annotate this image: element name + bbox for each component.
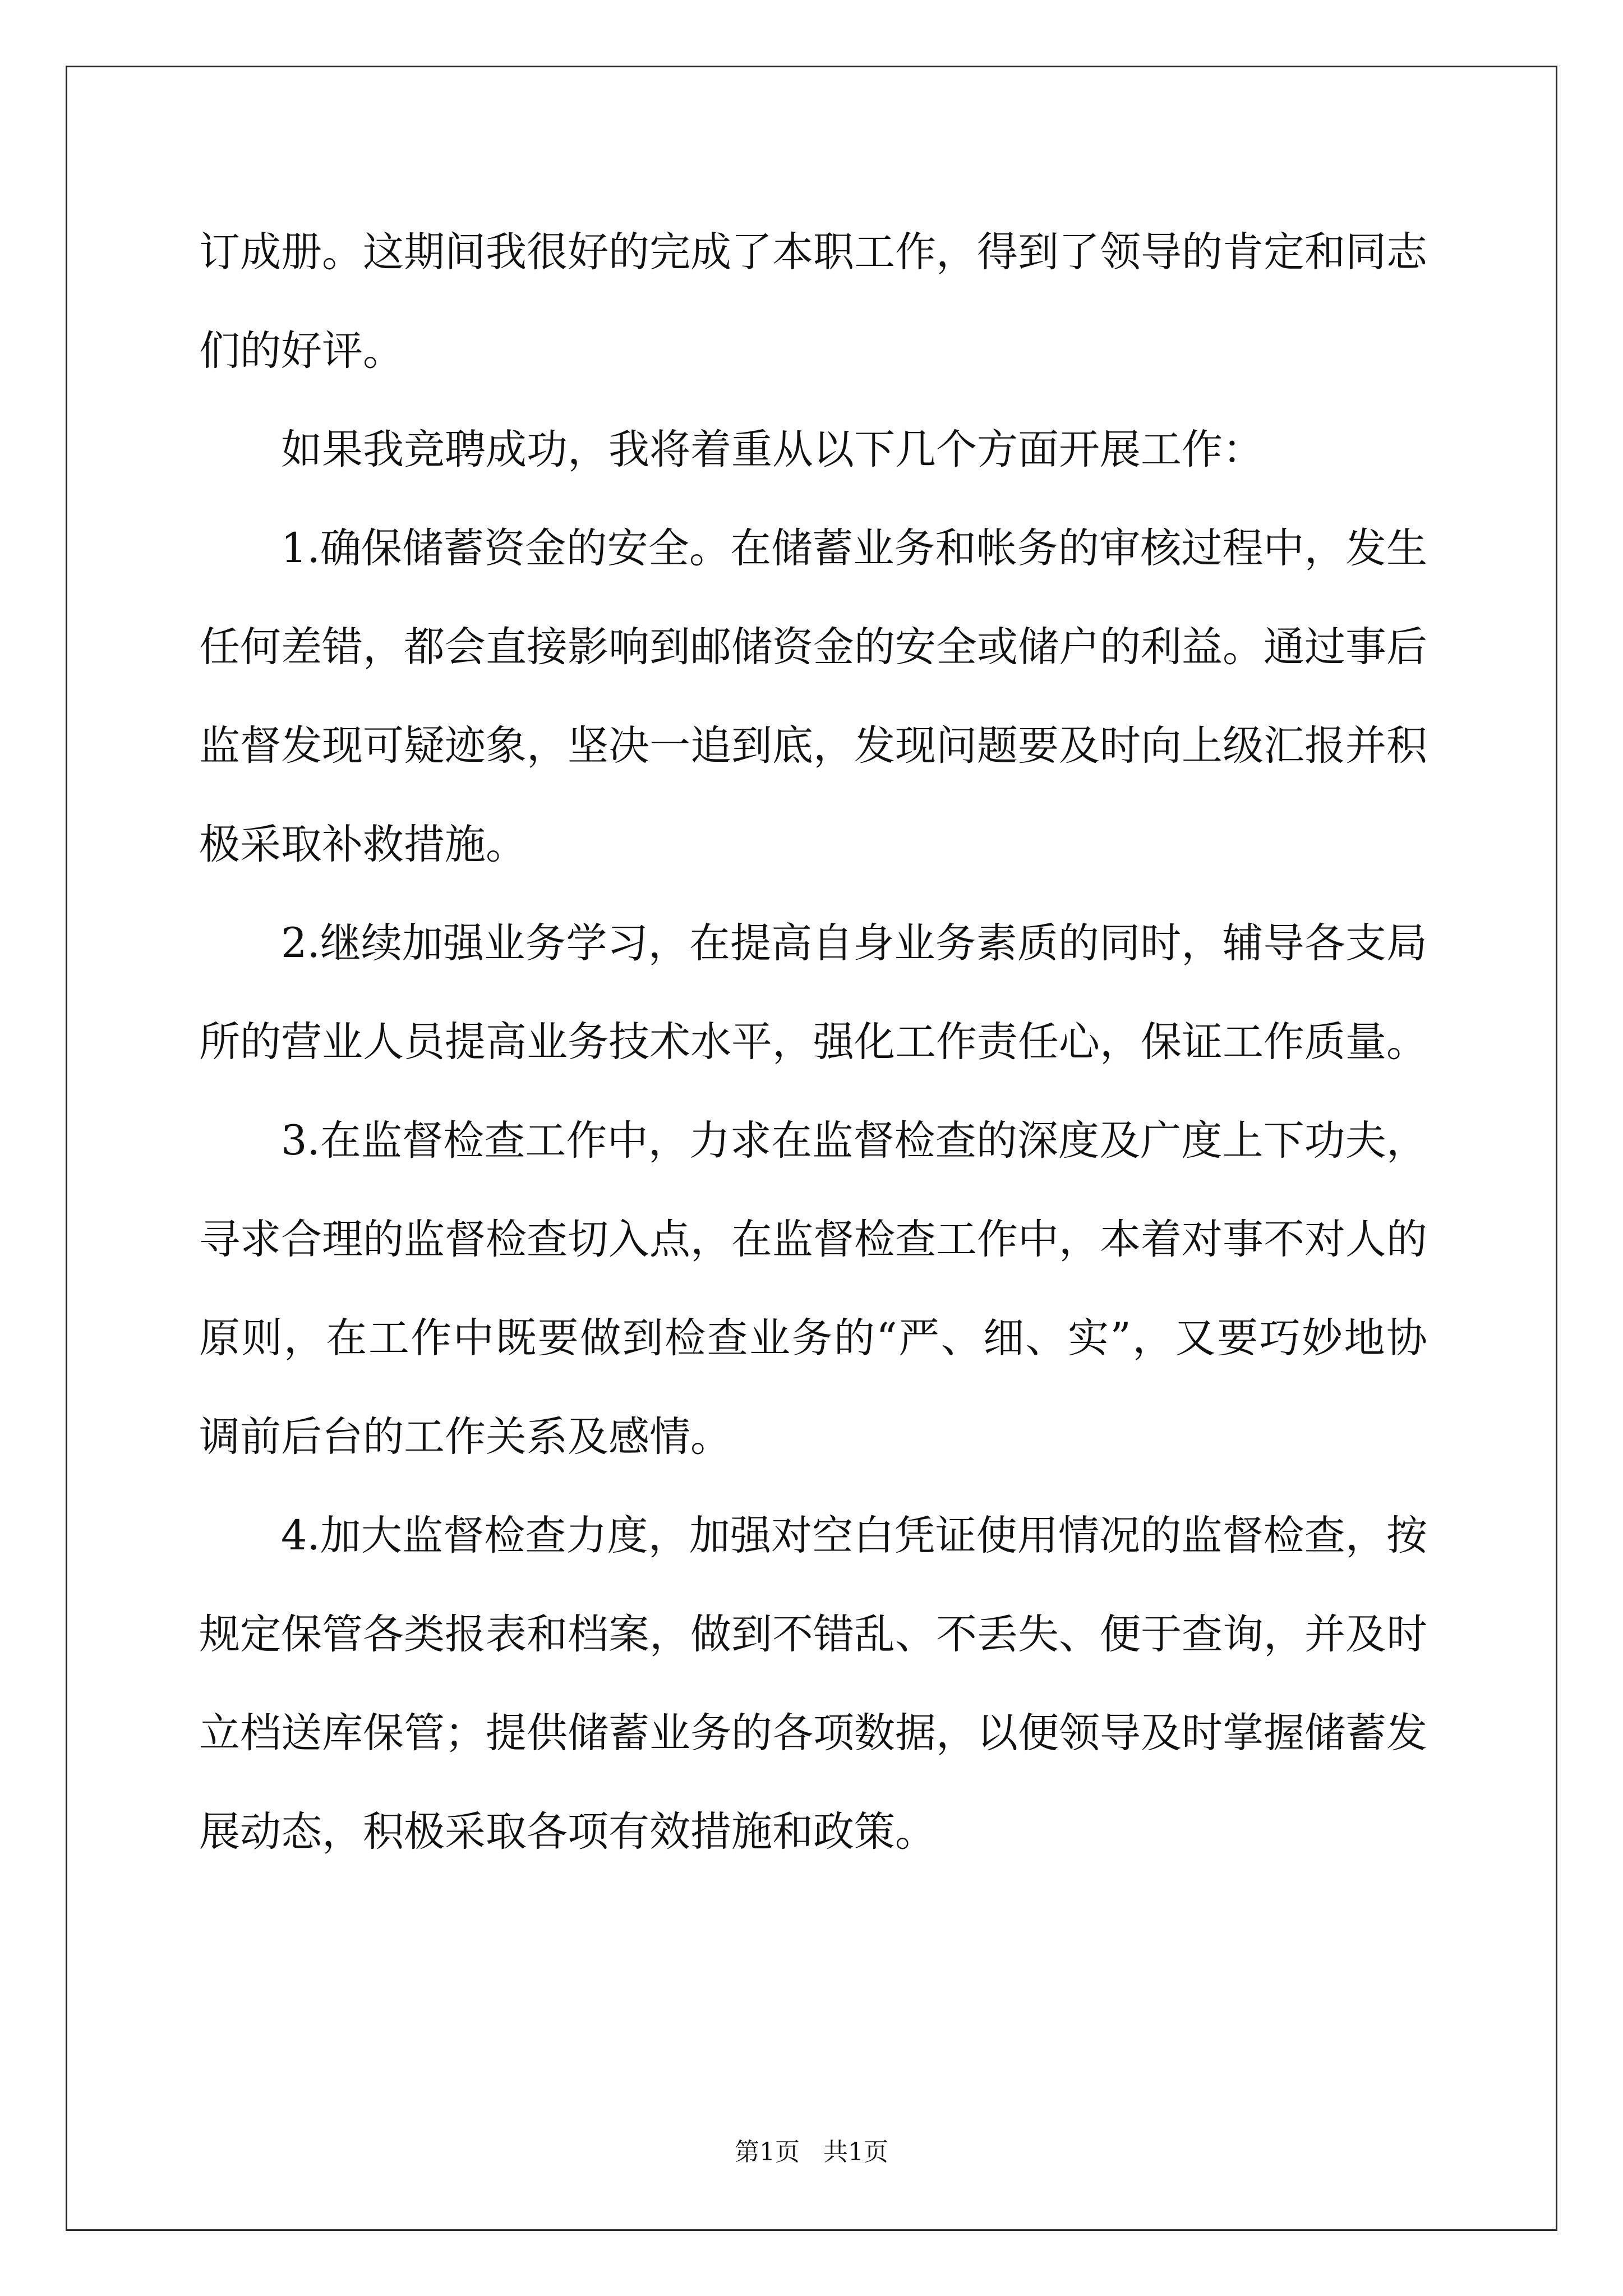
paragraph-5: 3.在监督检查工作中，力求在监督检查的深度及广度上下功夫，寻求合理的监督检查切入点，在监督检查工作中，本着对事不对人的原则，在工作中既要做到检查业务的“严、细、实”，又要巧妙地协调前后台的工作关系及感情。 [199,1117,1427,1461]
page-total: 共1页 [823,2138,888,2166]
paragraph-6: 4.加大监督检查力度，加强对空白凭证使用情况的监督检查，按规定保管各类报表和档案，做到不错乱、不丢失、便于查询，并及时立档送库保管；提供储蓄业务的各项数据，以便领导及时掌握储蓄发展动态，积极采取各项有效措施和政策。 [199,1512,1427,1856]
paragraph-2: 如果我竞聘成功，我将着重从以下几个方面开展工作： [281,426,1264,473]
paragraph-1: 订成册。这期间我很好的完成了本职工作，得到了领导的肯定和同志们的好评。 [199,228,1427,375]
paragraph-3: 1.确保储蓄资金的安全。在储蓄业务和帐务的审核过程中，发生任何差错，都会直接影响到邮储资金的安全或储户的利益。通过事后监督发现可疑迹象，坚决一追到底，发现问题要及时向上级汇报并积极采取补救措施。 [199,524,1427,868]
document-body [199,203,1427,1881]
paragraph-4: 2.继续加强业务学习，在提高自身业务素质的同时，辅导各支局所的营业人员提高业务技术水平，强化工作责任心，保证工作质量。 [199,919,1427,1066]
page-number: 第1页 [735,2138,800,2166]
page-footer [0,2132,1623,2168]
